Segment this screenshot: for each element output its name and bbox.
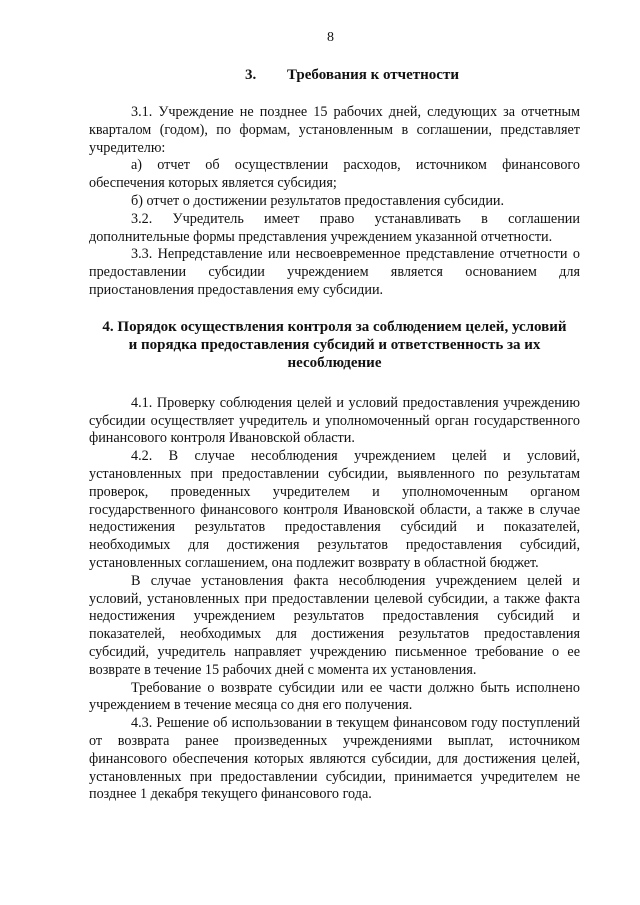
paragraph-3-1: 3.1. Учреждение не позднее 15 рабочих дней, следующих за отчетным кварталом (годом), по формам, установленным в соглашении, представляет учредителю: <box>89 104 580 156</box>
paragraph-3-3: 3.3. Непредставление или несвоевременное представление отчетности о предоставлении субсидии учреждением является основанием для приостановления предоставления ему субсидии. <box>89 246 580 298</box>
page-number: 8 <box>327 30 334 45</box>
section-3-heading <box>89 66 580 84</box>
paragraph-3-1-b: б) отчет о достижении результатов предоставления субсидии. <box>131 192 505 209</box>
paragraph-3-2: 3.2. Учредитель имеет право устанавливать в соглашении дополнительные формы представления учреждением указанной отчетности. <box>89 210 580 245</box>
section-4-heading <box>89 318 580 372</box>
paragraph-4-2: 4.2. В случае несоблюдения учреждением целей и условий, установленных при предоставлении субсидии, выявленного по результатам проверок, проведенных учредителем и уполномоченным органом государственного финансового контроля Ивановской области, а также в случае недостижения результатов предоставления субсидий и показателей, необходимых для достижения результатов предоставления субсидий, установленных соглашением, она подлежит возврату в областной бюджет. <box>89 448 580 571</box>
section-3-title: Требования к отчетности <box>287 67 459 83</box>
paragraph-4-2-requirement: Требование о возврате субсидии или ее части должно быть исполнено учреждением в течение месяца со дня его получения. <box>89 679 580 714</box>
section-4-title-line-2: и порядка предоставления субсидий и ответственность за их <box>128 336 541 353</box>
paragraph-3-1-a: а) отчет об осуществлении расходов, источником финансового обеспечения которых является субсидия; <box>89 157 580 192</box>
section-4-body <box>89 395 580 804</box>
section-4-title-line-1: 4. Порядок осуществления контроля за соблюдением целей, условий <box>102 318 567 335</box>
paragraph-4-3: 4.3. Решение об использовании в текущем финансовом году поступлений от возврата ранее произведенных учреждениями выплат, источником финансового обеспечения которых являются субсидии, для достижения целей, установленных при предоставлении субсидии, принимается учредителем не позднее 1 декабря текущего финансового года. <box>89 715 580 803</box>
paragraph-4-2-continued: В случае установления факта несоблюдения учреждением целей и условий, установленных при предоставлении целевой субсидии, а также факта недостижения учреждением результатов предоставления субсидий и показателей, необходимых для достижения результатов предоставления субсидий, учредитель направляет учреждению письменное требование о ее возврате в течение 15 рабочих дней с момента их установления. <box>89 572 580 678</box>
section-3-body <box>89 104 580 300</box>
paragraph-4-1: 4.1. Проверку соблюдения целей и условий предоставления учреждению субсидии осуществляет учредитель и уполномоченный орган государственного финансового контроля Ивановской области. <box>89 394 580 447</box>
section-4-title-line-3: несоблюдение <box>287 354 382 371</box>
section-3-number: 3. <box>245 67 257 83</box>
